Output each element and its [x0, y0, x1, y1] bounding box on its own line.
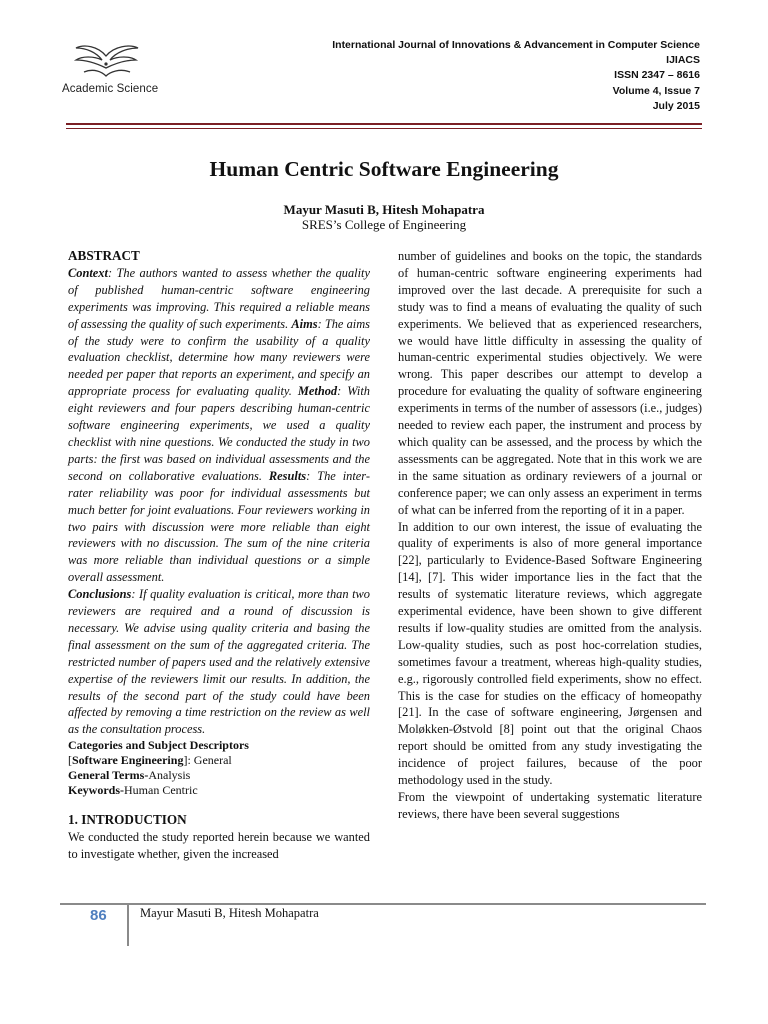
general-terms-label: General Terms-	[68, 768, 149, 783]
journal-info	[332, 38, 700, 114]
left-column	[68, 248, 370, 863]
page-number: 86	[90, 907, 107, 924]
general-terms-value: Analysis	[148, 768, 191, 783]
abstract-heading: ABSTRACT	[68, 248, 140, 263]
paper-authors: Mayur Masuti B, Hitesh Mohapatra	[283, 202, 485, 217]
introduction-paragraph-1: number of guidelines and books on the topic, the standards of human-centric software engineering experiments had improved over the last decade. A prerequisite for such a study was to find a means of evaluating the quality of such experiments. We believed that as experienced researchers, we would have little difficulty in assessing the quality of human-centric experimental studies objectively. We were wrong. This paper describes our attempt to develop a procedure for evaluating the quality of software engineering experiments in terms of the number of assessors (i.e., judges) needed to review each paper, the instrument and process by which quality can be assessed, and the process by which the assessments can be aggregated. Note that in this work we are in the same situation as ordinary reviewers of a journal or conference paper; we can only assess an experiment in terms of what can be inferred from the reporting of it in a paper.	[398, 249, 702, 517]
journal-name: International Journal of Innovations & Advancement in Computer Science	[332, 39, 700, 51]
aims-text: : The aims of the study were to confirm the usability of a quality evaluation checklist, determine how many reviewers were needed per paper that reports an experiment, and specify an appropriate process for evaluating quality.	[68, 316, 370, 399]
se-open: [	[68, 753, 72, 768]
right-column	[398, 248, 702, 823]
general-terms	[68, 768, 370, 783]
method-text: : With eight reviewers and four papers describing human-centric software engineering experiments, we used a quality checklist with nine questions. We conducted the study in two parts: the first was based on individual assessments and the second on collaborative evaluations.	[68, 384, 370, 483]
introduction-left-text: We conducted the study reported herein because we wanted to investigate whether, given the increased	[68, 830, 370, 862]
journal-abbrev: IJIACS	[666, 54, 700, 67]
introduction-paragraph-2: In addition to our own interest, the issue of evaluating the quality of experiments is also of more general importance [22], particularly to Evidence-Based Software Engineering [14], [7]. This wider importance lies in the fact that the results of systematic literature reviews, which aggregate experimental evidence, have been shown to give different results if low-quality studies are omitted from the analysis. Low-quality studies, such as post hoc-correlation studies, sometimes favour a treatment, whereas high-quality studies, e.g., rigorously controlled field experiments, show no effect. This is the case for studies on the efficacy of homeopathy [21]. In the case of software engineering, Jørgensen and Moløkken-Østvold [8] point out that the original Chaos report should be omitted from any study investigating the incidence of project failures, because of the poor methodology used in the study.	[398, 519, 702, 788]
results-text: : The inter-rater reliability was poor for individual assessments but much better for joint evaluations. Four reviewers working in two pairs with discussion were more reliable than eight reviewers with no discussion. The sum of the nine criteria was more reliable than individual questions or a simple overall assessment.	[68, 468, 370, 585]
introduction-paragraph-3: From the viewpoint of undertaking systematic literature reviews, there have been several suggestions	[398, 790, 702, 821]
categories-heading: Categories and Subject Descriptors	[68, 738, 249, 753]
context-text: : The authors wanted to assess whether the quality of published human-centric software engineering experiments was improving. This required a reliable means of assessing the quality of such experiments.	[68, 265, 370, 331]
page-header	[0, 0, 768, 135]
subject-descriptor	[68, 753, 370, 768]
conclusions-text: : If quality evaluation is critical, more than two reviewers are required and a round of discussion is necessary. We advise using quality criteria and basing the final assessment on the sum of the aggregated criteria. The restricted number of papers used and the relatively extensive expertise of the reviewers limit our results. In addition, the results of the second part of the study could have been affected by removing a time restriction on the review as well as the consultation process.	[68, 587, 370, 737]
results-label: Results	[268, 468, 307, 483]
header-rule-thick	[66, 123, 702, 125]
publisher-logo	[62, 42, 172, 104]
se-label: Software Engineering	[72, 753, 184, 768]
journal-volume: Volume 4, Issue 7	[612, 84, 700, 97]
se-value: ]: General	[183, 753, 232, 768]
keywords-label: Keywords-	[68, 783, 124, 798]
footer-rule	[60, 903, 706, 905]
keywords-value: Human Centric	[124, 783, 198, 798]
logo-icon	[72, 42, 142, 82]
journal-issn: ISSN 2347 – 8616	[614, 69, 700, 82]
conclusions-label: Conclusions	[68, 587, 132, 602]
introduction-heading: 1. INTRODUCTION	[68, 812, 187, 828]
method-label: Method	[297, 384, 338, 399]
keywords	[68, 783, 370, 798]
footer-authors: Mayur Masuti B, Hitesh Mohapatra	[140, 906, 319, 920]
paper-affiliation: SRES’s College of Engineering	[301, 217, 467, 232]
logo-text: Academic Science	[62, 83, 159, 95]
paper-title: Human Centric Software Engineering	[209, 157, 559, 181]
aims-label: Aims	[291, 316, 318, 331]
journal-date: July 2015	[652, 99, 700, 112]
context-label: Context	[68, 265, 108, 280]
abstract-body	[68, 265, 370, 738]
header-rule-thin	[66, 128, 702, 129]
footer-divider	[127, 903, 129, 946]
